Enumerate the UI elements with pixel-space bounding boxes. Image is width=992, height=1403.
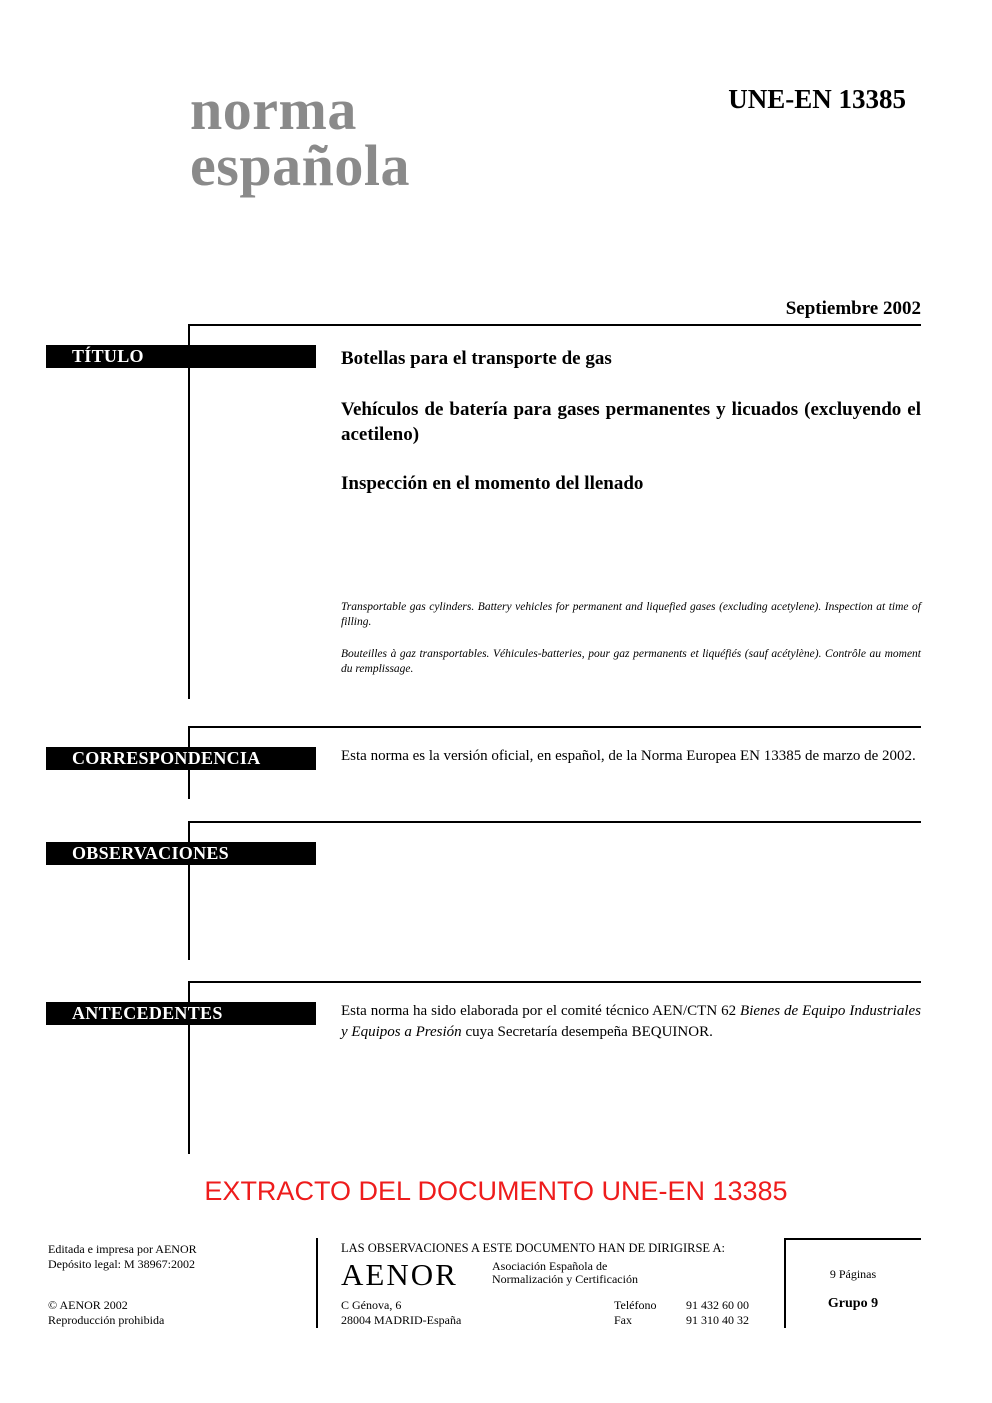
publication-date: Septiembre 2002: [785, 298, 921, 319]
standard-code: UNE-EN 13385: [728, 84, 906, 114]
divider-observaciones: [188, 821, 921, 823]
contact-labels: [614, 1298, 656, 1328]
copyright: © AENOR 2002: [48, 1298, 128, 1312]
label-titulo: TÍTULO: [46, 345, 316, 368]
edited-by: Editada e impresa por AENOR: [48, 1242, 197, 1256]
page-count: 9 Páginas: [829, 1267, 877, 1281]
vertical-rule-titulo: [188, 324, 190, 699]
antecedentes-text: [341, 1001, 921, 1043]
footer-divider-left: [316, 1238, 318, 1328]
label-observaciones: OBSERVACIONES: [46, 842, 316, 865]
brand-title: [190, 77, 410, 198]
title-french: Bouteilles à gaz transportables. Véhicules-batteries, pour gaz permanents et liquéfiés (sauf acétylène). Contrôle au moment du remplissage.: [341, 648, 921, 675]
label-antecedentes: ANTECEDENTES: [46, 1002, 316, 1025]
price-group: Grupo 9: [827, 1296, 879, 1311]
title-1: Botellas para el transporte de gas: [341, 348, 612, 369]
aenor-logo: AENOR: [341, 1257, 458, 1292]
contact-values: [686, 1298, 749, 1328]
divider-correspondencia: [188, 726, 921, 728]
fax-number: 91 310 40 32: [686, 1313, 749, 1327]
reproduction-notice: Reproducción prohibida: [48, 1313, 165, 1327]
legal-deposit: Depósito legal: M 38967:2002: [48, 1257, 195, 1271]
fax-label: Fax: [614, 1313, 632, 1327]
footer-copyright-info: [48, 1298, 164, 1328]
footer-box-left: [784, 1238, 786, 1328]
observations-heading: LAS OBSERVACIONES A ESTE DOCUMENTO HAN DE DIRIGIRSE A:: [341, 1241, 725, 1255]
antecedentes-text-end: cuya Secretaría desempeña BEQUINOR.: [461, 1024, 713, 1040]
aenor-name-line-1: Asociación Española de: [492, 1259, 608, 1273]
divider-antecedentes: [188, 981, 921, 983]
correspondencia-text: Esta norma es la versión oficial, en español, de la Norma Europea EN 13385 de marzo de 2002.: [341, 748, 916, 764]
brand-line-2: española: [190, 133, 410, 198]
divider-titulo: [188, 324, 921, 326]
address-city: 28004 MADRID-España: [341, 1313, 462, 1327]
aenor-name-line-2: Normalización y Certificación: [492, 1272, 638, 1286]
title-2: Vehículos de batería para gases permanentes y licuados (excluyendo el acetileno): [341, 399, 921, 445]
brand-line-1: norma: [190, 77, 357, 142]
phone-label: Teléfono: [614, 1298, 657, 1312]
aenor-full-name: [492, 1260, 638, 1286]
title-3: Inspección en el momento del llenado: [341, 473, 644, 494]
committee-name: Bienes de Equipo Industriales y Equipos a Presión: [341, 1003, 922, 1040]
footer-box-top: [784, 1238, 921, 1240]
title-english: Transportable gas cylinders. Battery vehicles for permanent and liquefied gases (excluding acetylene). Inspection at time of filling.: [341, 601, 921, 628]
aenor-address: [341, 1298, 461, 1328]
footer-edition-info: [48, 1242, 197, 1272]
antecedentes-text-start: Esta norma ha sido elaborada por el comité técnico AEN/CTN 62: [341, 1003, 741, 1019]
address-street: C Génova, 6: [341, 1298, 402, 1312]
extract-notice: EXTRACTO DEL DOCUMENTO UNE-EN 13385: [204, 1176, 788, 1206]
phone-number: 91 432 60 00: [686, 1298, 749, 1312]
label-correspondencia: CORRESPONDENCIA: [46, 747, 316, 770]
